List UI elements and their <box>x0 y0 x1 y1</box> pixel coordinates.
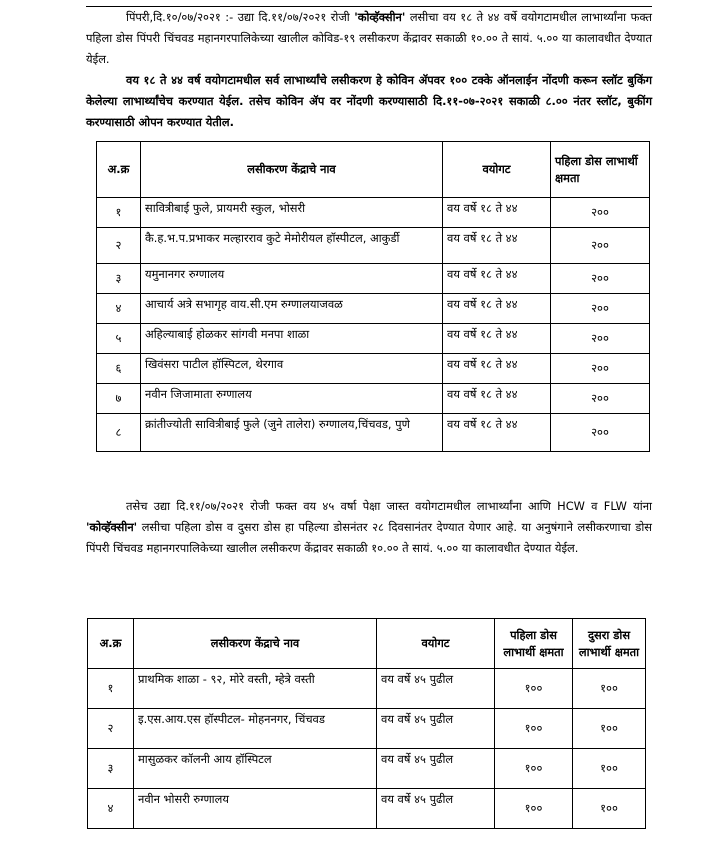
cell-center: आचार्य अत्रे सभागृह वाय.सी.एम रुग्णालयाजवळ <box>141 294 443 324</box>
cell-age: वय वर्षे १८ ते ४४ <box>443 228 551 264</box>
table-row <box>88 789 646 829</box>
cell-dose1: १०० <box>495 789 573 829</box>
vaccine-name: 'कोव्हॅक्सीन' <box>354 10 406 24</box>
header-center: लसीकरण केंद्राचे नाव <box>141 142 443 198</box>
vaccine-name-2: 'कोव्हॅक्सीन' <box>86 520 138 534</box>
cell-dose2: १०० <box>573 789 646 829</box>
cell-age: वय वर्षे ४५ पुढील <box>377 709 495 749</box>
header-dose1: पहिला डोस लाभार्थी क्षमता <box>551 142 650 198</box>
cell-sr: १ <box>97 198 141 228</box>
cell-age: वय वर्षे ४५ पुढील <box>377 749 495 789</box>
cell-dose1: २०० <box>551 264 650 294</box>
cell-dose1: २०० <box>551 324 650 354</box>
cell-sr: ५ <box>97 324 141 354</box>
table-row <box>97 228 650 264</box>
cell-dose2: १०० <box>573 749 646 789</box>
cell-dose1: २०० <box>551 228 650 264</box>
cell-age: वय वर्षे १८ ते ४४ <box>443 198 551 228</box>
header-sr: अ.क्र <box>88 619 134 669</box>
cell-center: क्रांतीज्योती सावित्रीबाई फुले (जुने तालेरा) रुग्णालय,चिंचवड, पुणे <box>141 414 443 452</box>
cell-sr: २ <box>88 709 134 749</box>
cell-sr: ८ <box>97 414 141 452</box>
table-header-row <box>97 142 650 198</box>
table-row <box>97 264 650 294</box>
table-row <box>97 414 650 452</box>
cell-sr: २ <box>97 228 141 264</box>
header-age: वयोगट <box>443 142 551 198</box>
cell-dose2: १०० <box>573 669 646 709</box>
table-header-row <box>88 619 646 669</box>
header-sr: अ.क्र <box>97 142 141 198</box>
cell-center: अहिल्याबाई होळकर सांगवी मनपा शाळा <box>141 324 443 354</box>
table-row <box>97 384 650 414</box>
table-18-44-centers <box>96 141 650 452</box>
table-row <box>97 354 650 384</box>
cell-center: नवीन जिजामाता रुग्णालय <box>141 384 443 414</box>
cell-age: वय वर्षे ४५ पुढील <box>377 669 495 709</box>
cell-dose1: २०० <box>551 414 650 452</box>
paragraph-announcement-45-plus <box>86 496 652 559</box>
paragraph-3-prefix: तसेच उद्या दि.११/०७/२०२१ रोजी फक्त वय ४५ वर्षा पेक्षा जास्त वयोगटामधील लाभार्थ्यांना आणि HCW व FLW यांना <box>126 499 652 513</box>
cell-center: प्राथमिक शाळा - ९२, मोरे वस्ती, म्हेत्रे वस्ती <box>134 669 377 709</box>
cell-sr: ६ <box>97 354 141 384</box>
cell-age: वय वर्षे १८ ते ४४ <box>443 324 551 354</box>
cell-age: वय वर्षे १८ ते ४४ <box>443 384 551 414</box>
paragraph-1-prefix: पिंपरी,दि.१०/०७/२०२१ :- उद्या दि.११/०७/२०२१ रोजी <box>126 10 355 24</box>
header-dose1: पहिला डोस लाभार्थी क्षमता <box>495 619 573 669</box>
cell-dose1: २०० <box>551 354 650 384</box>
cell-sr: ३ <box>97 264 141 294</box>
header-dose2: दुसरा डोस लाभार्थी क्षमता <box>573 619 646 669</box>
cell-dose1: २०० <box>551 198 650 228</box>
paragraph-3-suffix: लसीचा पहिला डोस व दुसरा डोस हा पहिल्या डोसनंतर २८ दिवसानंतर देण्यात येणार आहे. या अनुषंगाने लसीकरणाचा डोस पिंपरी चिंचवड महानगरपालिकेच्या खालील लसीकरण केंद्रावर सकाळी १०.०० ते सायं. ५.०० या कालावधीत देण्यात येईल. <box>86 520 652 555</box>
table-row <box>88 749 646 789</box>
cell-center: खिवंसरा पाटील हॉस्पिटल, थेरगाव <box>141 354 443 384</box>
table-45-plus-centers <box>87 618 646 829</box>
cell-center: मासुळकर कॉलनी आय हॉस्पिटल <box>134 749 377 789</box>
cell-age: वय वर्षे ४५ पुढील <box>377 789 495 829</box>
cell-sr: १ <box>88 669 134 709</box>
cell-dose2: १०० <box>573 709 646 749</box>
cell-dose1: १०० <box>495 669 573 709</box>
cell-sr: ४ <box>97 294 141 324</box>
cell-center: नवीन भोसरी रुग्णालय <box>134 789 377 829</box>
cell-age: वय वर्षे १८ ते ४४ <box>443 294 551 324</box>
cell-center: यमुनानगर रुग्णालय <box>141 264 443 294</box>
paragraph-announcement-18-44 <box>86 7 652 70</box>
table-row <box>88 709 646 749</box>
paragraph-registration-note: वय १८ ते ४४ वर्ष वयोगटामधील सर्व लाभार्थ्यांचे लसीकरण हे कोविन ॲपवर १०० टक्के ऑनलाईन नोंदणी करून स्लॉट बुकिंग केलेल्या लाभार्थ्यांचेच करण्यात येईल. तसेच कोविन ॲप वर नोंदणी करण्यासाठी दि.११-०७-२०२१ सकाळी ८.०० नंतर स्लॉट, बुकींग करण्यासाठी ओपन करण्यात येतील. <box>86 73 652 129</box>
header-center: लसीकरण केंद्राचे नाव <box>134 619 377 669</box>
cell-age: वय वर्षे १८ ते ४४ <box>443 414 551 452</box>
cell-dose1: १०० <box>495 709 573 749</box>
table-row <box>97 198 650 228</box>
paragraph-1-suffix: लसीचा वय १८ ते ४४ वर्षे वयोगटामधील लाभार्थ्यांना फक्त पहिला डोस पिंपरी चिंचवड महानगरपालिकेच्या खालील कोविड-१९ लसीकरण केंद्रावर सकाळी १०.०० ते सायं. ५.०० या कालावधीत देण्यात येईल. <box>86 10 652 66</box>
cell-center: इ.एस.आय.एस हॉस्पीटल- मोहननगर, चिंचवड <box>134 709 377 749</box>
table-row <box>88 669 646 709</box>
header-age: वयोगट <box>377 619 495 669</box>
cell-sr: ३ <box>88 749 134 789</box>
cell-sr: ४ <box>88 789 134 829</box>
table-row <box>97 324 650 354</box>
cell-age: वय वर्षे १८ ते ४४ <box>443 264 551 294</box>
cell-sr: ७ <box>97 384 141 414</box>
table-row <box>97 294 650 324</box>
cell-dose1: १०० <box>495 749 573 789</box>
cell-dose1: २०० <box>551 384 650 414</box>
cell-center: कै.ह.भ.प.प्रभाकर मल्हारराव कुटे मेमोरीयल हॉस्पीटल, आकुर्डी <box>141 228 443 264</box>
cell-dose1: २०० <box>551 294 650 324</box>
cell-age: वय वर्षे १८ ते ४४ <box>443 354 551 384</box>
cell-center: सावित्रीबाई फुले, प्रायमरी स्कुल, भोसरी <box>141 198 443 228</box>
